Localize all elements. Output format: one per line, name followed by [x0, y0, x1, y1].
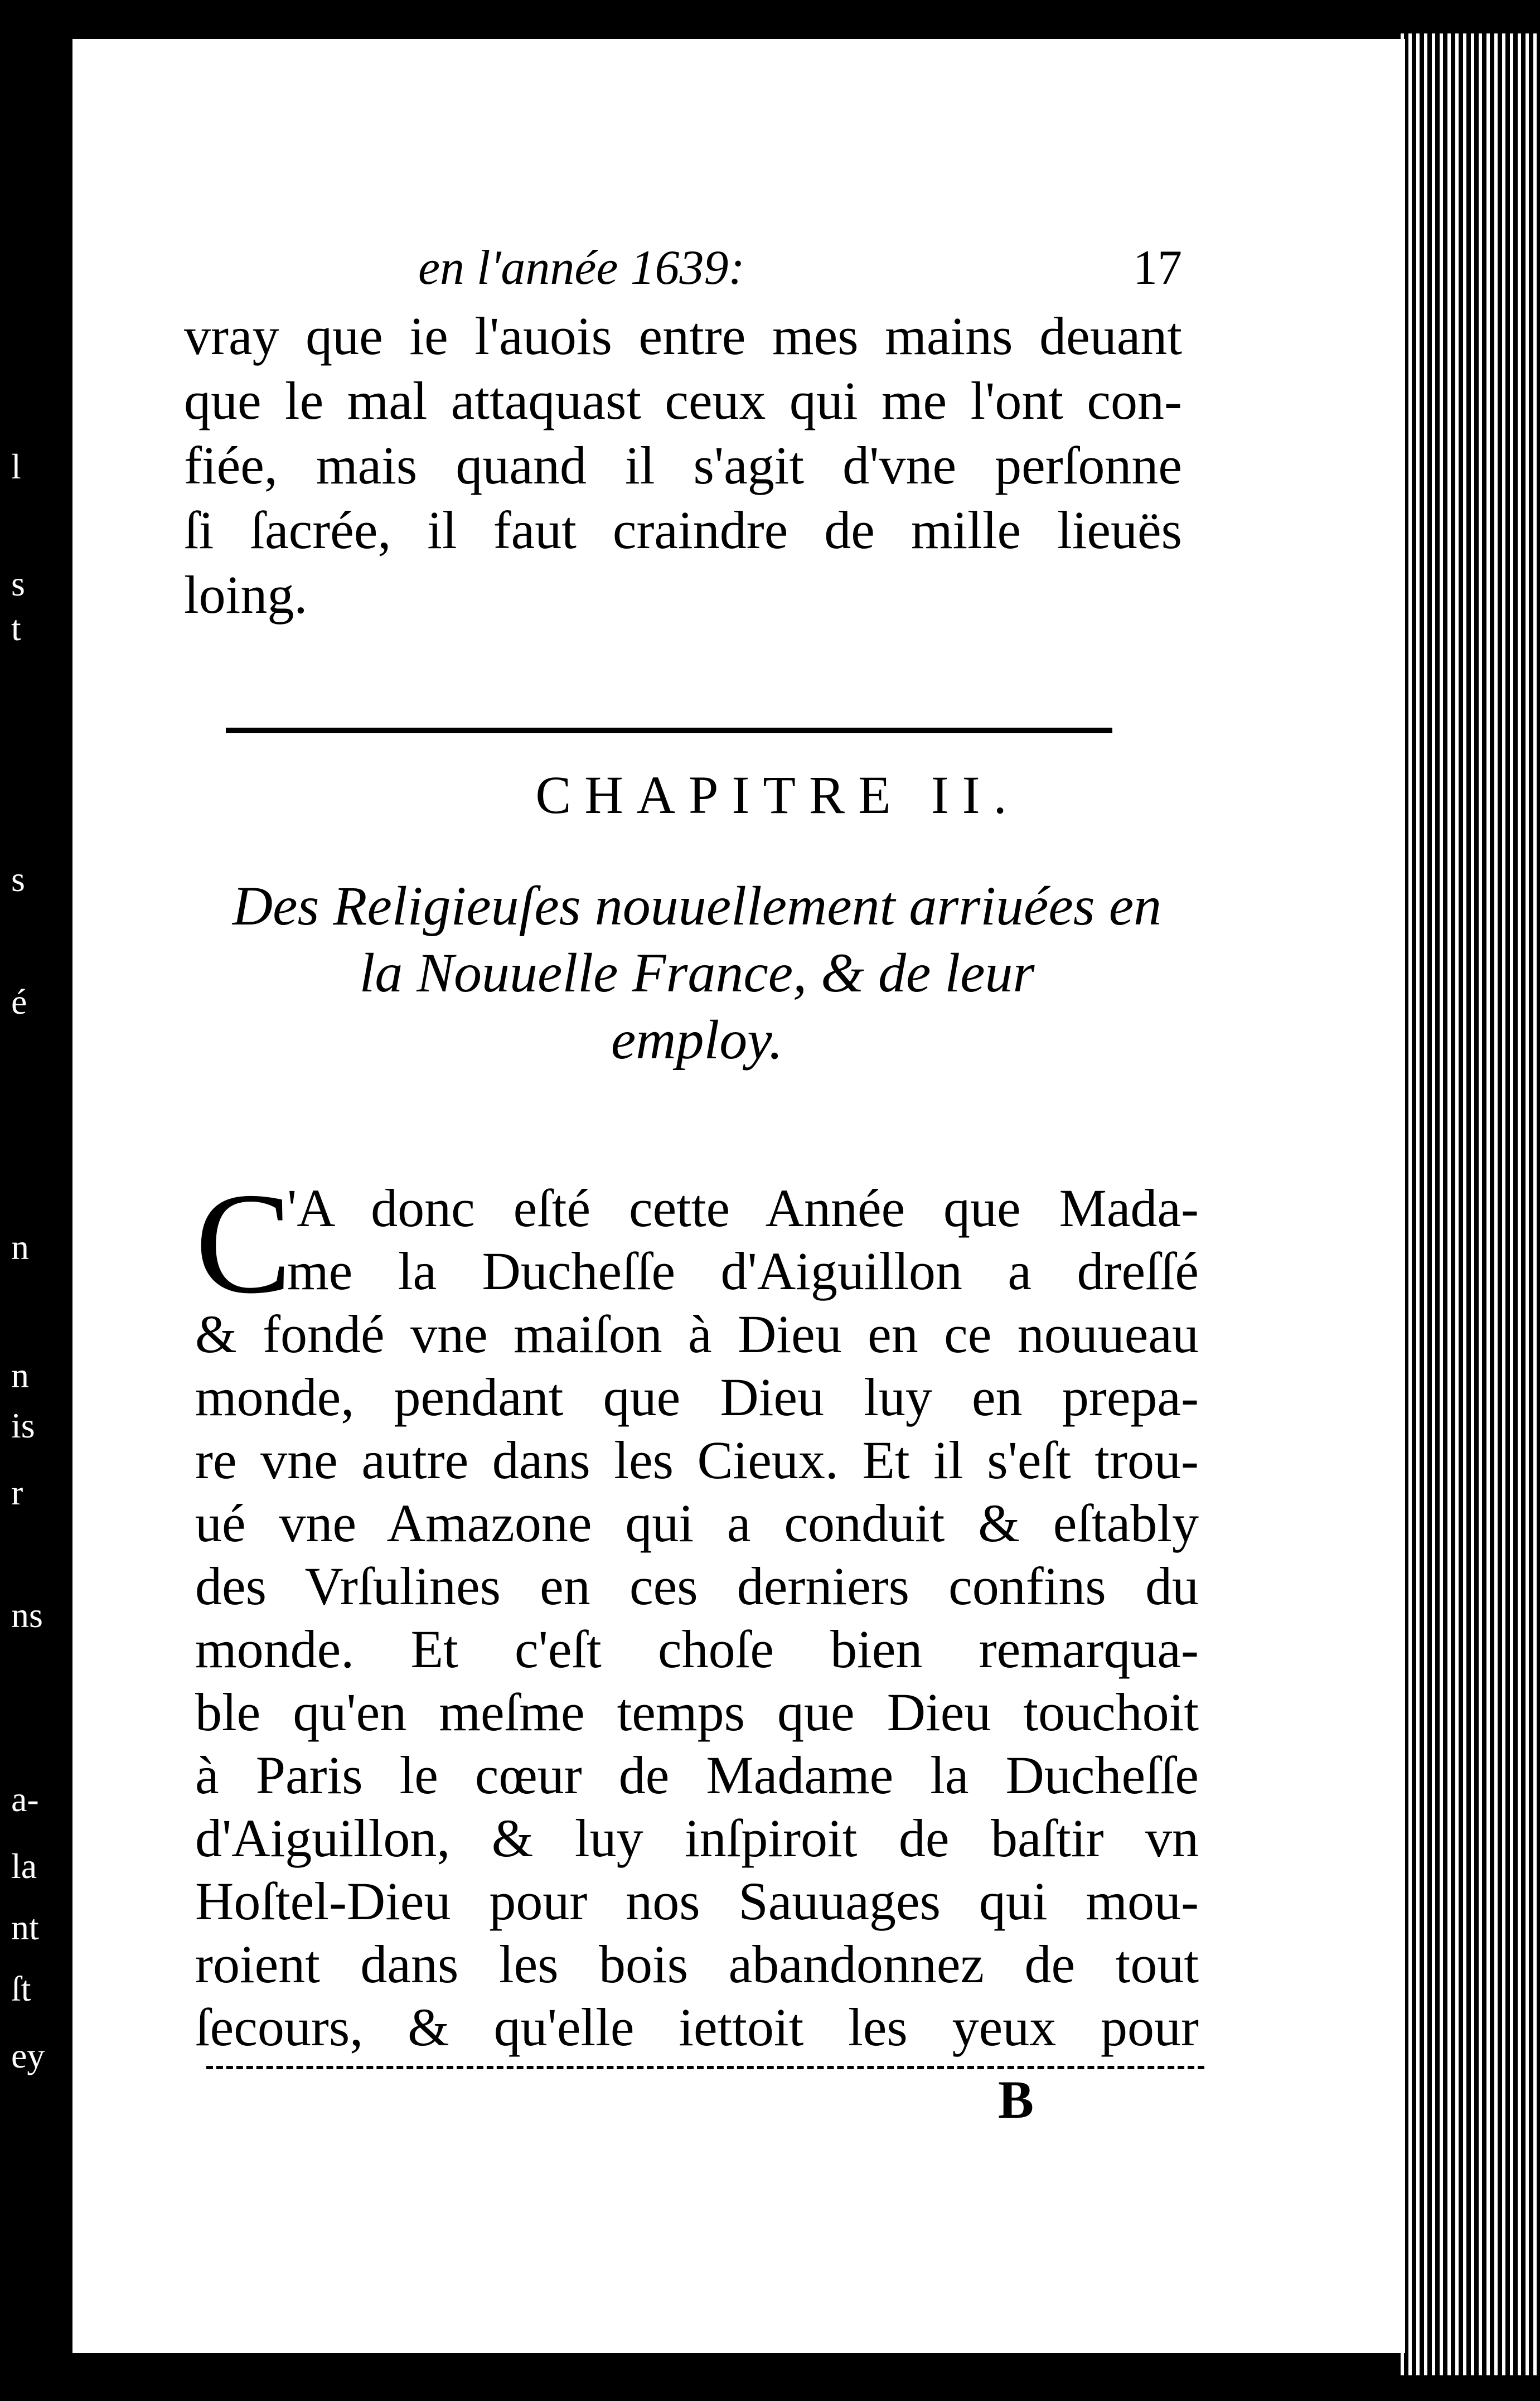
body-line: monde, pendant que Dieu luy en prepa-	[195, 1367, 1199, 1427]
text-line: fiée, mais quand il s'agit d'vne perſonne	[184, 435, 1182, 495]
margin-stub: s	[11, 859, 25, 899]
body-line: d'Aiguillon, & luy inſpiroit de baſtir vn	[195, 1808, 1199, 1868]
margin-stub: l	[11, 447, 21, 486]
bottom-dashes	[206, 2066, 1204, 2069]
subtitle-line: employ.	[611, 1009, 783, 1071]
margin-stub: é	[11, 982, 27, 1022]
book-page	[72, 39, 1405, 2353]
subtitle-line: Des Religieuſes nouuellement arriuées en	[232, 875, 1162, 937]
margin-stub: ey	[11, 2036, 45, 2075]
text-line: que le mal attaquast ceux qui me l'ont con-	[184, 371, 1182, 430]
body-line: à Paris le cœur de Madame la Ducheſſe	[195, 1745, 1199, 1805]
chapter-subtitle	[206, 873, 1188, 1073]
margin-stub: a-	[11, 1779, 39, 1819]
chapter-body	[195, 1163, 1199, 2059]
margin-stub: ns	[11, 1595, 43, 1635]
body-line: roient dans les bois abandonnez de tout	[195, 1934, 1199, 1994]
body-line: re vne autre dans les Cieux. Et il s'eſt trou-	[195, 1430, 1199, 1490]
page-edges	[1401, 33, 1540, 2375]
body-line: des Vrſulines en ces derniers confins du	[195, 1556, 1199, 1616]
preceding-paragraph	[184, 304, 1182, 627]
margin-stub: r	[11, 1473, 23, 1512]
body-line: & fondé vne maiſon à Dieu en ce nouueau	[195, 1304, 1199, 1364]
margin-stub: la	[11, 1846, 37, 1886]
body-line: monde. Et c'eſt choſe bien remarqua-	[195, 1619, 1199, 1679]
margin-stub: nt	[11, 1908, 39, 1947]
body-line: ble qu'en meſme temps que Dieu touchoit	[195, 1682, 1199, 1742]
facing-page-stubs	[0, 0, 100, 2401]
margin-stub: t	[11, 608, 21, 648]
section-rule	[226, 728, 1112, 733]
text-line: loing.	[184, 565, 308, 625]
subtitle-line: la Nouuelle France, & de leur	[359, 942, 1035, 1004]
margin-stub: n	[11, 1356, 29, 1395]
margin-stub: n	[11, 1227, 29, 1267]
body-line: me la Ducheſſe d'Aiguillon a dreſſé	[287, 1241, 1199, 1301]
page-header	[418, 229, 1182, 307]
margin-stub: s	[11, 564, 25, 603]
drop-cap: C	[195, 1163, 292, 1324]
body-line: 'A donc eſté cette Année que Mada-	[287, 1178, 1199, 1238]
margin-stub: ſt	[11, 1969, 31, 2008]
margin-stub: is	[11, 1406, 35, 1445]
body-line: Hoſtel-Dieu pour nos Sauuages qui mou-	[195, 1871, 1199, 1931]
signature-mark: B	[998, 2070, 1034, 2129]
body-line: ſecours, & qu'elle iettoit les yeux pour	[195, 1997, 1199, 2057]
text-line: ſi ſacrée, il faut craindre de mille lieuës	[184, 500, 1182, 560]
running-head: en l'année 1639:	[418, 241, 745, 295]
text-line: vray que ie l'auois entre mes mains deuant	[184, 306, 1182, 366]
chapter-heading: CHAPITRE II.	[535, 765, 1020, 825]
body-line: ué vne Amazone qui a conduit & eſtably	[195, 1493, 1199, 1553]
page-number: 17	[1133, 241, 1182, 295]
